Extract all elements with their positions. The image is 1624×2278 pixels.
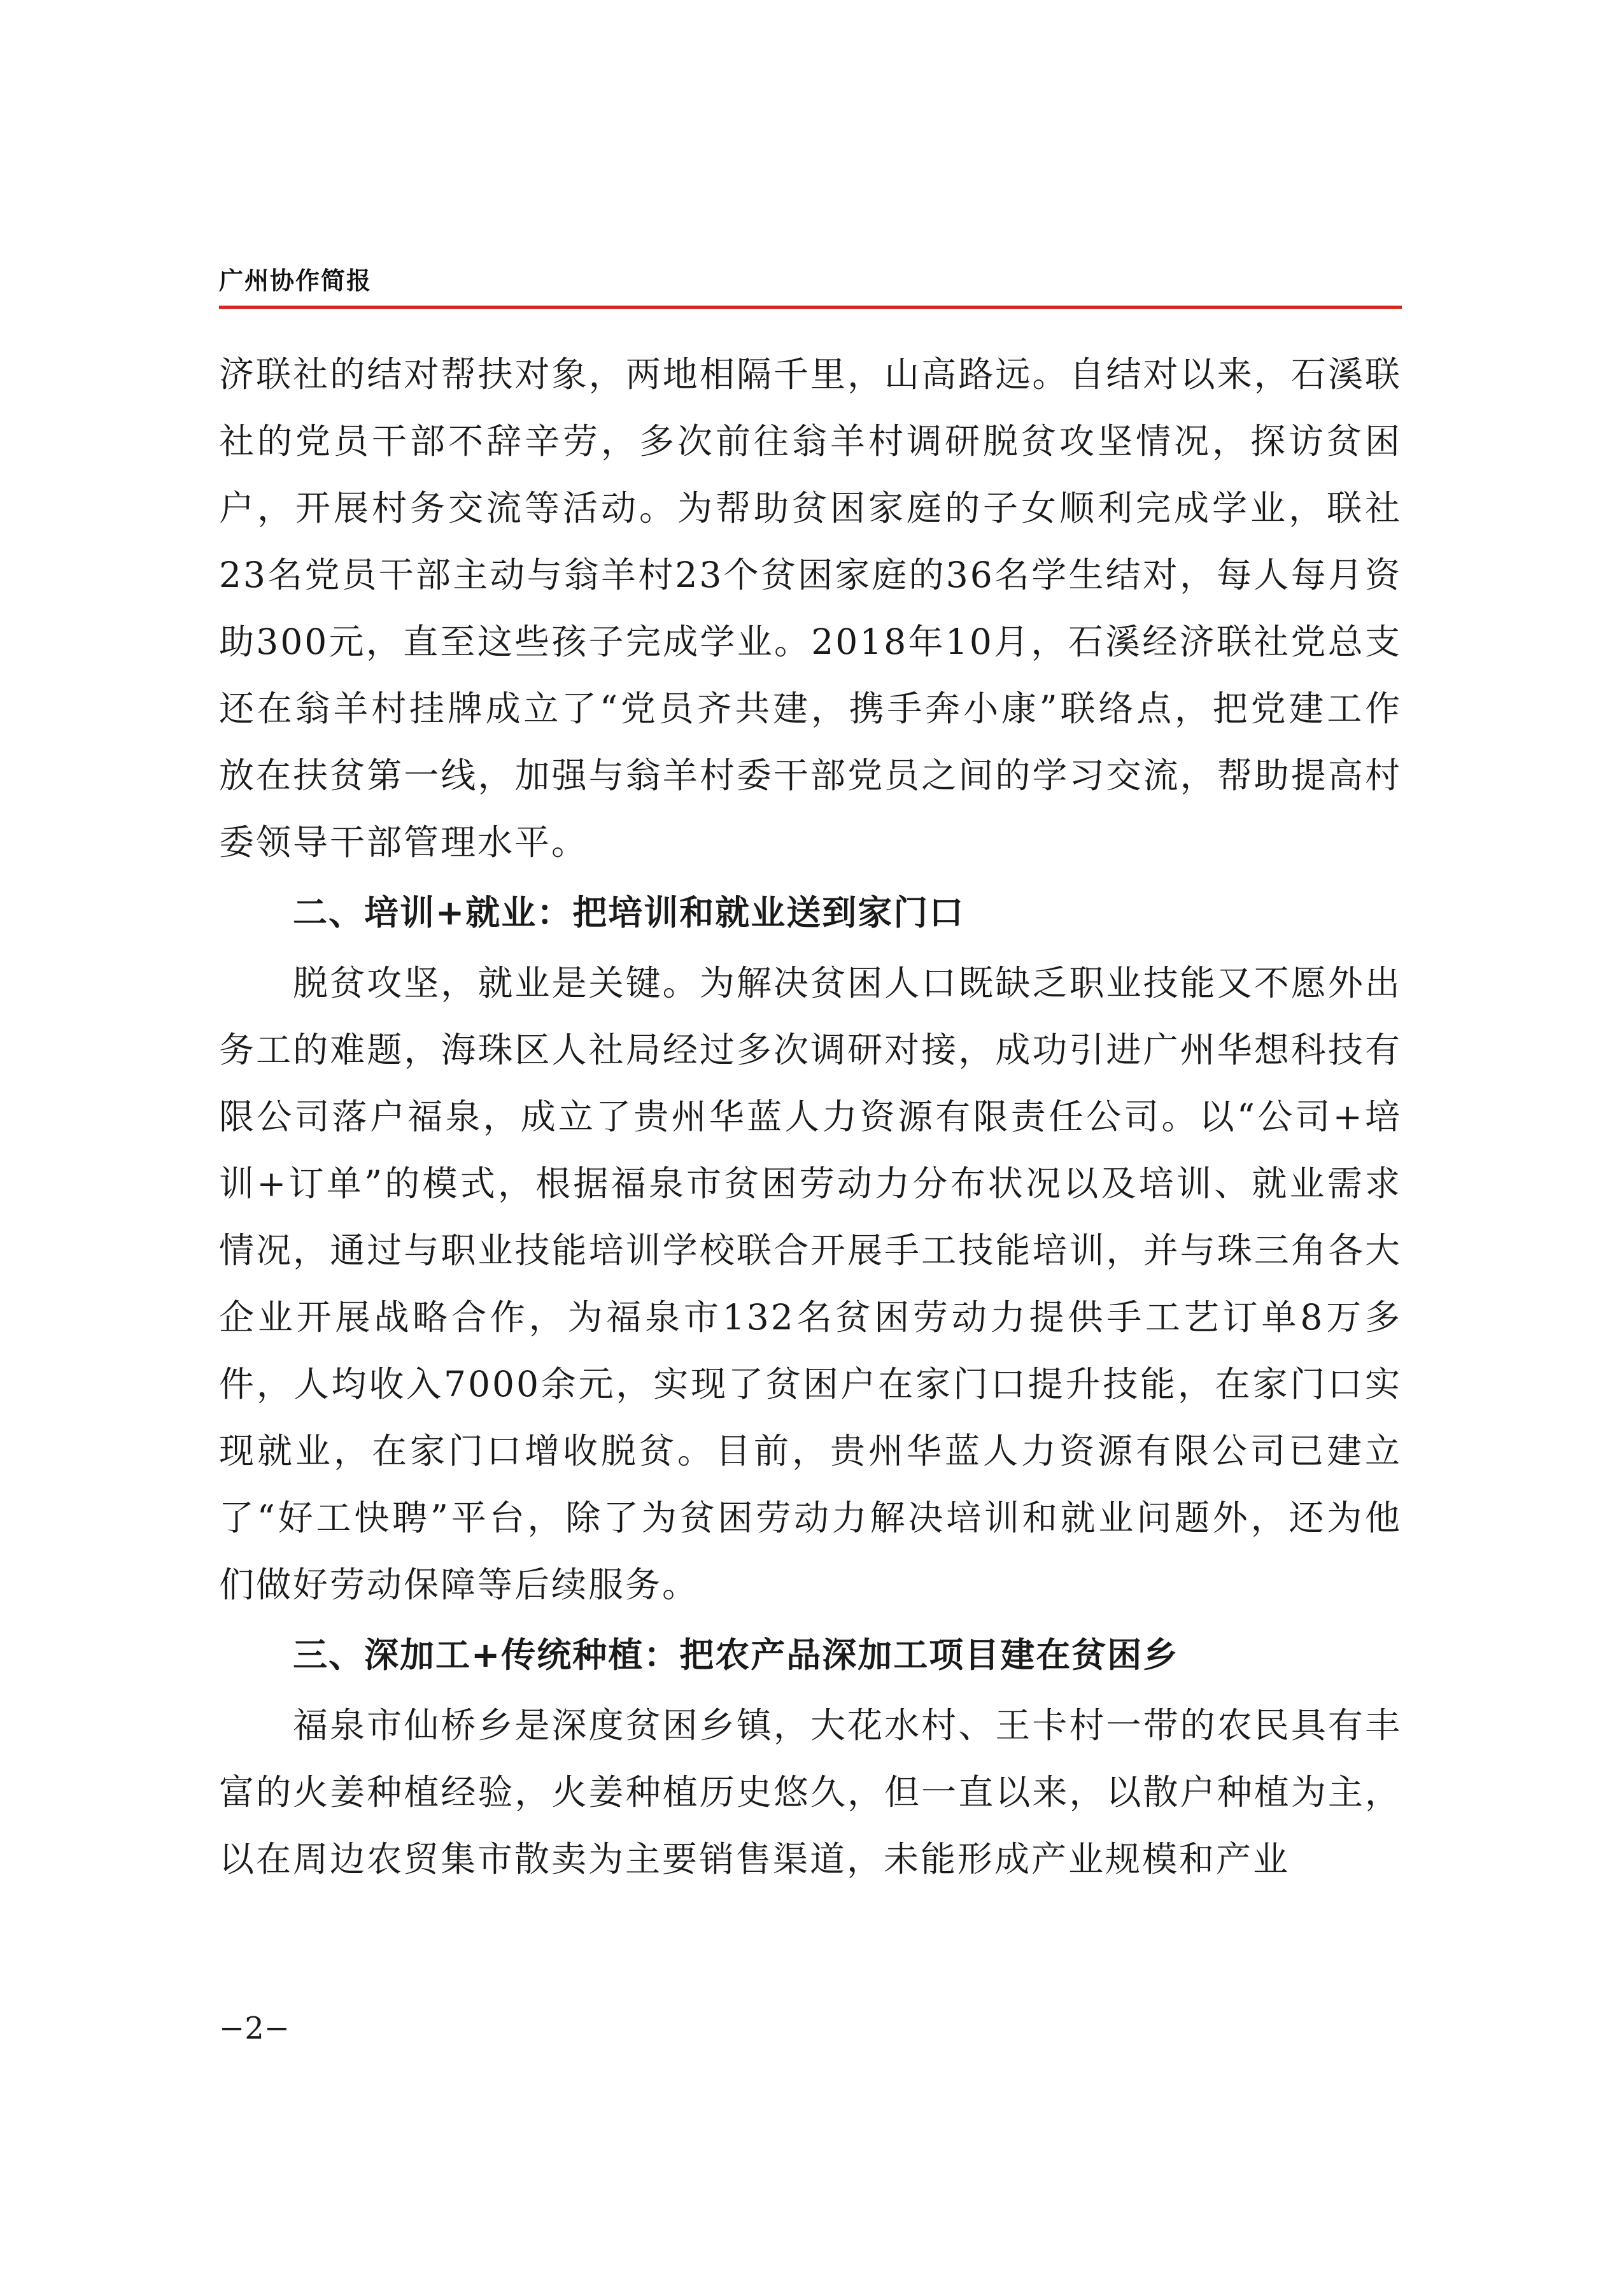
section-heading-2: 二、培训+就业：把培训和就业送到家门口 [293, 893, 965, 933]
article-body [219, 341, 1402, 1893]
publication-title: 广州协作简报 [219, 267, 372, 295]
body-paragraph-1: 济联社的结对帮扶对象，两地相隔千里，山高路远。自结对以来，石溪联社的党员干部不辞辛劳，多次前往翁羊村调研脱贫攻坚情况，探访贫困户，开展村务交流等活动。为帮助贫困家庭的子女顺利完成学业，联社23名党员干部主动与翁羊村23个贫困家庭的36名学生结对，每人每月资助300元，直至这些孩子完成学业。2018年10月，石溪经济联社党总支还在翁羊村挂牌成立了“党员齐共建，携手奔小康”联络点，把党建工作放在扶贫第一线，加强与翁羊村委干部党员之间的学习交流，帮助提高村委领导干部管理水平。 [219, 354, 1402, 863]
page-number: −2− [219, 2011, 290, 2046]
body-paragraph-3: 福泉市仙桥乡是深度贫困乡镇，大花水村、王卡村一带的农民具有丰富的火姜种植经验，火姜种植历史悠久，但一直以来，以散户种植为主，以在周边农贸集市散卖为主要销售渠道，未能形成产业规模和产业 [219, 1705, 1402, 1879]
body-paragraph-2: 脱贫攻坚，就业是关键。为解决贫困人口既缺乏职业技能又不愿外出务工的难题，海珠区人社局经过多次调研对接，成功引进广州华想科技有限公司落户福泉，成立了贵州华蓝人力资源有限责任公司。以“公司+培训+订单”的模式，根据福泉市贫困劳动力分布状况以及培训、就业需求情况，通过与职业技能培训学校联合开展手工技能培训，并与珠三角各大企业开展战略合作，为福泉市132名贫困劳动力提供手工艺订单8万多件，人均收入7000余元，实现了贫困户在家门口提升技能，在家门口实现就业，在家门口增收脱贫。目前，贵州华蓝人力资源有限公司已建立了“好工快聘”平台，除了为贫困劳动力解决培训和就业问题外，还为他们做好劳动保障等后续服务。 [219, 963, 1402, 1605]
section-heading-3: 三、深加工+传统种植：把农产品深加工项目建在贫困乡 [293, 1635, 1179, 1675]
header-divider [219, 306, 1402, 309]
